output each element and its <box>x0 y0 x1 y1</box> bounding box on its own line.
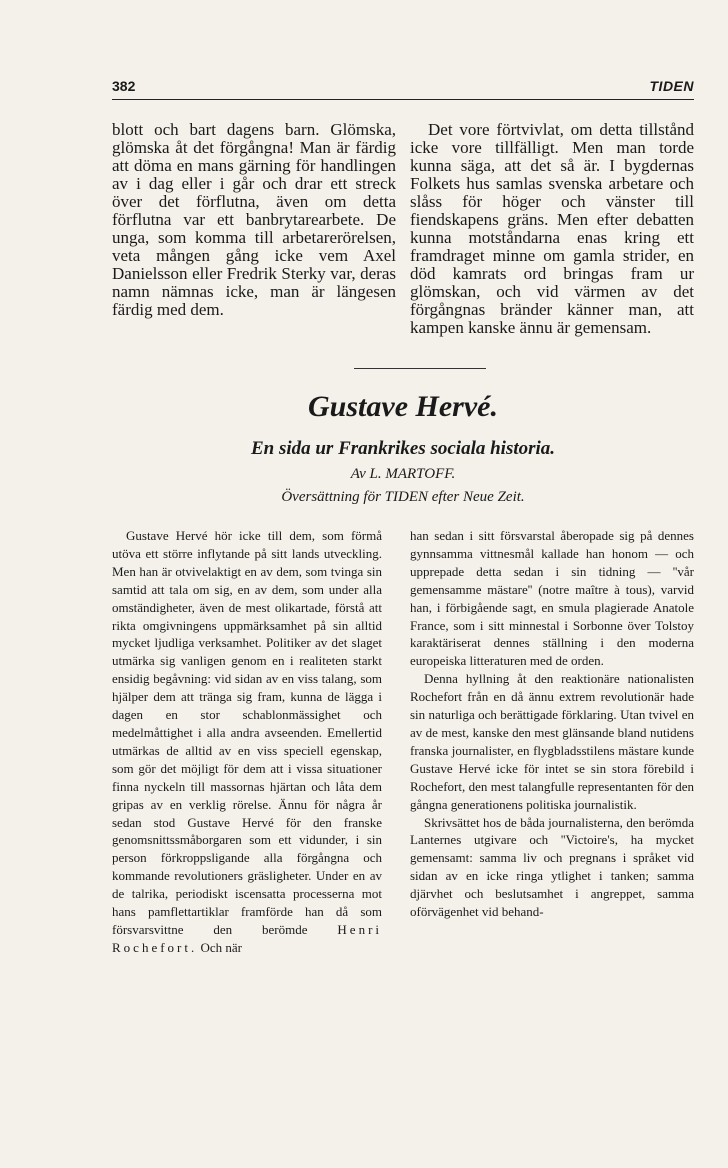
header-rule <box>112 99 694 100</box>
page-header <box>112 78 694 98</box>
top-left-column <box>112 121 396 319</box>
paragraph-text: Gustave Hervé hör icke till dem, som förmå utöva ett större inflytande på sitt lands utveckling. Men han är otvivelaktigt en av dem, som tvinga sin samtid att tala om sig, en av dem, som under alla omständigheter, även de mest olikartade, förstå att rikta omgivningens uppmärksamhet på sin alltid mycket ljudliga verksamhet. Politiker av det slaget utmärka sig vanligen genom en i realiteten starkt ensidig begåvning: vid sidan av en viss talang, som hjälper dem att tränga sig fram, kunna de lägga i dagen en stor schablonmässighet och medelmåttighet i alla andra avseenden. Emellertid utmärkas de alltid av en viss speciell egenskap, som gör det möjligt för dem att i vissa situationer finna nyckeln till massornas hjärtan och låta dem gripas av en verklig rörelse. Ännu för några år sedan stod Gustave Hervé för den franske genomsnittssmåborgaren som ett vidunder, i sin person förkroppsligande alla förgångna och kommande revolutioners gräsligheter. Under en av de talrika, periodiskt iscensatta processerna mot hans pamflettartiklar framförde han då som försvarsvittne den berömde <box>112 528 382 937</box>
article-left-column <box>112 527 382 957</box>
article-paragraph: han sedan i sitt försvarstal åberopade sig på dennes gynnsamma vittnesmål kallade han honom — och upprepade detta sedan i sin tidning — ''vår gemensamme mästare'' (notre maître à tous), varvid han, i förbigående sagt, en smula plagierade Anatole France, som i sitt minnestal i Sorbonne över Tolstoy karaktäriserat dennes ställning i den moderna europeiska litteraturen med de orden. <box>410 528 694 669</box>
top-right-column <box>410 121 694 337</box>
top-left-paragraph: blott och bart dagens barn. Glömska, glömska åt det förgångna! Man är färdig att döma en mans gärning för handlingen av i dag eller i går och drar ett streck över det förflutna, även om detta förflutna var ett banbrytarearbete. De unga, som komma till arbetarerörelsen, veta mången gång icke vem Axel Danielsson eller Fredrik Sterky var, deras namn nämnas icke, man är längesen färdig med dem. <box>112 120 396 319</box>
translation-note: Översättning för TIDEN efter Neue Zeit. <box>281 489 525 505</box>
running-title: TIDEN <box>649 78 694 94</box>
article-paragraph: Skrivsättet hos de båda journalisterna, den berömda Lanternes utgivare och ''Victoire's, ha mycket gemensamt: samma liv och pregnans i språket vid sidan av en icke ringa ytlighet i tanken; samma djärvhet och beslutsamhet i angreppet, samma oförvägenhet vid behand- <box>410 814 694 920</box>
article-author: Av L. MARTOFF. <box>350 466 456 482</box>
article-paragraph: Denna hyllning åt den reaktionäre nationalisten Rochefort från en då ännu extrem revolutionär hade sin naturliga och berättigade förklaring. Utan tvivel en av de mest, kanske den mest glänsande bland nutidens franska journalister, en flygbladsstilens mästare kunde Gustave Hervé icke för intet se sin stora förebild i Rochefort, den mest talangfulle representanten för den gångna generationens politiska journalistik. <box>410 671 694 812</box>
top-right-paragraph: Det vore förtvivlat, om detta tillstånd icke vore tillfälligt. Men man torde kunna säga, att det så är. I bygdernas Folkets hus samlas svenska arbetare och slåss för höger och vänster till fiendskapens gräns. Men efter debatten kunna motståndarna enas kring ett framdraget minne om gamla strider, en död kamrats ord bringas fram ur glömskan, och vid värmen av det förgångnas bränder känner man, att kampen kanske ännu är gemensam. <box>410 120 694 337</box>
article-title: Gustave Hervé. <box>308 390 498 423</box>
page-number: 382 <box>112 78 136 94</box>
paragraph-tail: Och när <box>200 939 242 955</box>
article-right-column <box>410 527 694 921</box>
spaced-name: Henri Rochefort. <box>112 921 383 955</box>
section-divider <box>354 368 486 369</box>
article-subtitle: En sida ur Frankrikes sociala historia. <box>250 438 556 459</box>
article-paragraph <box>112 527 382 957</box>
